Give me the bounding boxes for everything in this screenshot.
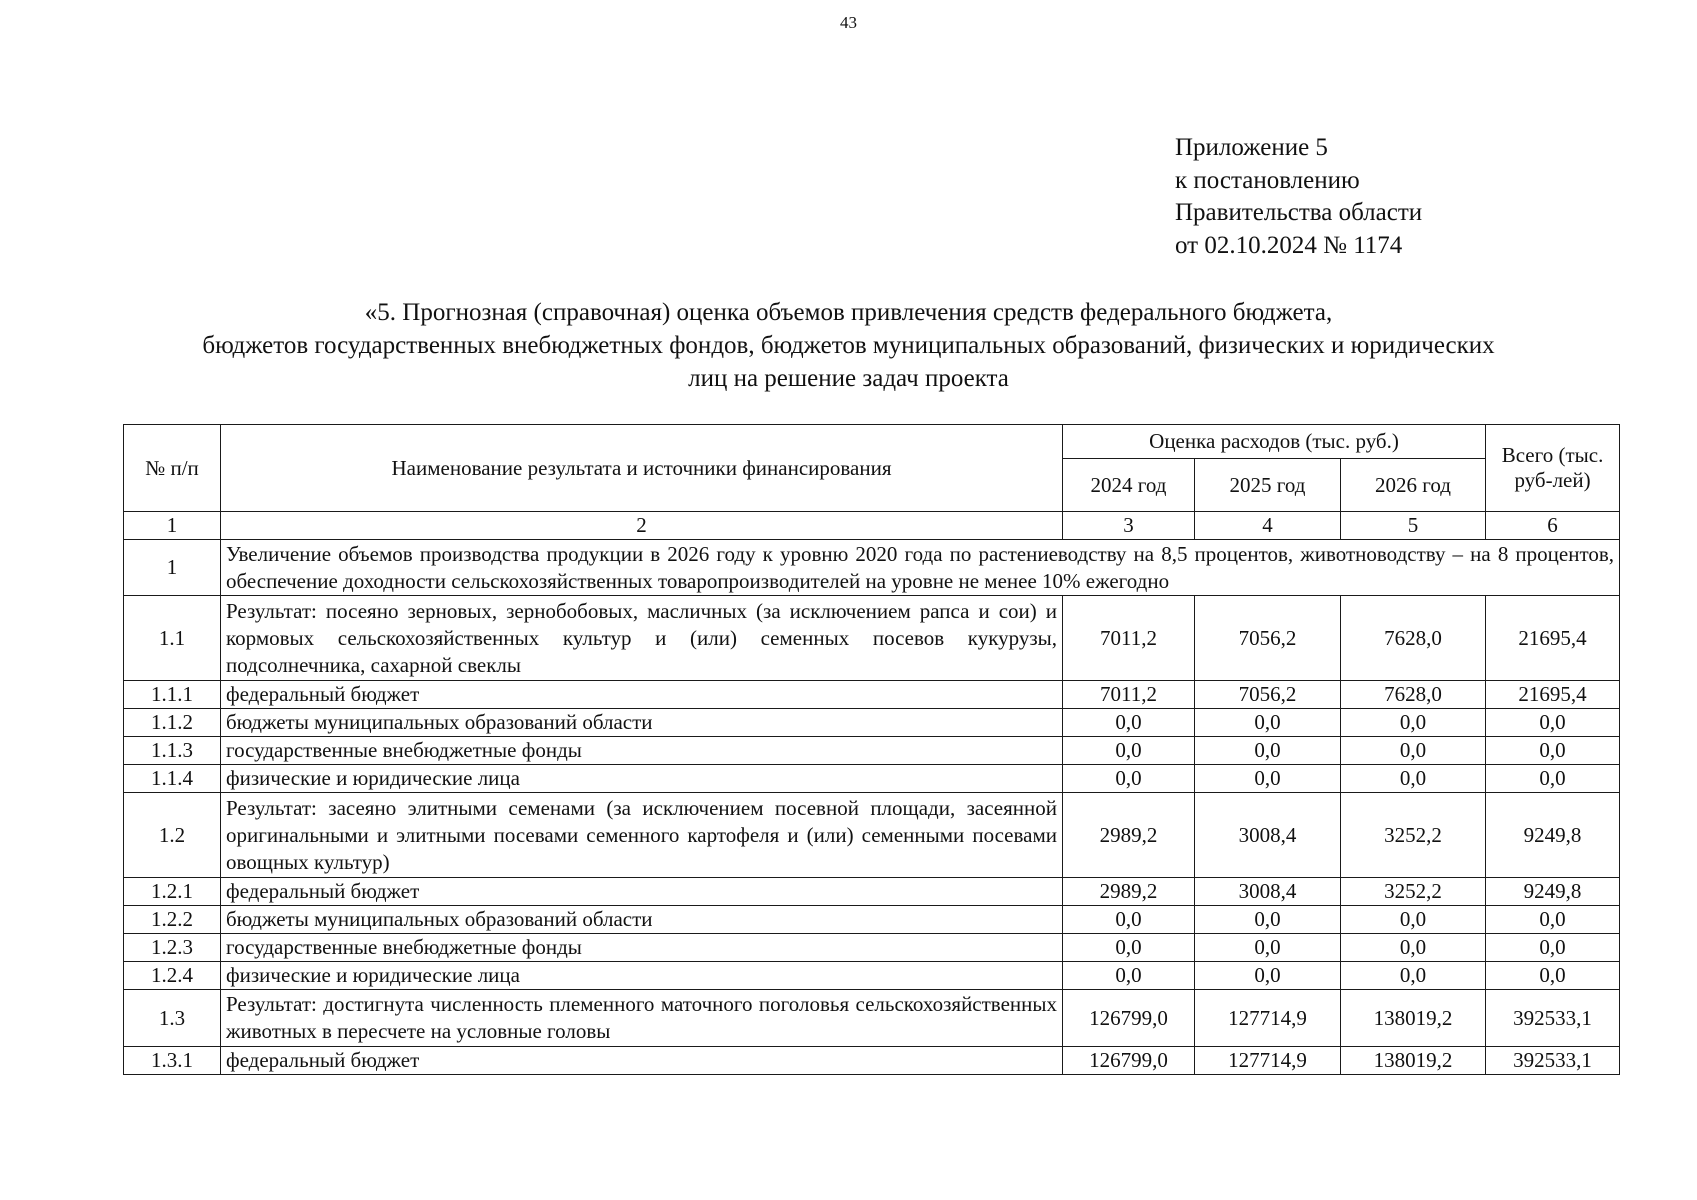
table-row	[124, 765, 1620, 793]
header-year-2025: 2025 год	[1195, 459, 1341, 512]
task-text: Увеличение объемов производства продукции в 2026 году к уровню 2020 года по растениеводству на 8,5 процентов, животноводству – на 8 процентов, обеспечение доходности сельскохозяйственных товаропроизводителей на уровне не менее 10% ежегодно	[221, 540, 1620, 596]
result-description: Результат: засеяно элитными семенами (за исключением посевной площади, засеянной оригинальными и элитными посевами семенного картофеля и (или) семенными посевами овощных культур)	[221, 793, 1063, 878]
value-2025: 7056,2	[1195, 596, 1341, 681]
table-row	[124, 793, 1620, 878]
index-cell: 2	[221, 512, 1063, 540]
table-row	[124, 878, 1620, 906]
row-number: 1.1.3	[124, 737, 221, 765]
table-row	[124, 962, 1620, 990]
value-total: 21695,4	[1486, 596, 1620, 681]
value-2025: 3008,4	[1195, 878, 1341, 906]
appendix-line: Приложение 5	[1175, 134, 1328, 161]
result-description: Результат: посеяно зерновых, зернобобовых, масличных (за исключением рапса и сои) и кормовых сельскохозяйственных культур и (или) семенных посевов кукурузы, подсолнечника, сахарной свеклы	[221, 596, 1063, 681]
value-2025: 0,0	[1195, 765, 1341, 793]
table-row	[124, 934, 1620, 962]
funding-source: бюджеты муниципальных образований области	[221, 906, 1063, 934]
value-2025: 0,0	[1195, 934, 1341, 962]
value-2024: 126799,0	[1063, 1047, 1195, 1075]
value-total: 0,0	[1486, 709, 1620, 737]
funding-source: федеральный бюджет	[221, 878, 1063, 906]
value-2025: 0,0	[1195, 709, 1341, 737]
financing-table	[123, 424, 1620, 1075]
table-row	[124, 990, 1620, 1047]
value-2026: 3252,2	[1341, 878, 1486, 906]
value-2024: 2989,2	[1063, 878, 1195, 906]
value-2024: 0,0	[1063, 962, 1195, 990]
appendix-header	[1175, 132, 1422, 262]
row-number: 1.3.1	[124, 1047, 221, 1075]
table-row	[124, 737, 1620, 765]
value-2025: 0,0	[1195, 962, 1341, 990]
value-total: 0,0	[1486, 737, 1620, 765]
funding-source: бюджеты муниципальных образований области	[221, 709, 1063, 737]
index-cell: 3	[1063, 512, 1195, 540]
value-2025: 0,0	[1195, 906, 1341, 934]
row-number: 1.2	[124, 793, 221, 878]
table-row	[124, 681, 1620, 709]
value-2025: 3008,4	[1195, 793, 1341, 878]
result-description: Результат: достигнута численность племенного маточного поголовья сельскохозяйственных животных в пересчете на условные головы	[221, 990, 1063, 1047]
value-2025: 127714,9	[1195, 990, 1341, 1047]
page-number: 43	[840, 13, 857, 32]
value-total: 392533,1	[1486, 1047, 1620, 1075]
funding-source: физические и юридические лица	[221, 962, 1063, 990]
index-cell: 4	[1195, 512, 1341, 540]
value-2026: 138019,2	[1341, 990, 1486, 1047]
index-cell: 6	[1486, 512, 1620, 540]
table-row	[124, 709, 1620, 737]
value-2026: 138019,2	[1341, 1047, 1486, 1075]
header-year-2024: 2024 год	[1063, 459, 1195, 512]
funding-source: физические и юридические лица	[221, 765, 1063, 793]
appendix-date-number: от 02.10.2024 № 1174	[1175, 231, 1403, 259]
value-2026: 0,0	[1341, 934, 1486, 962]
row-number: 1.3	[124, 990, 221, 1047]
appendix-line: Правительства области	[1175, 199, 1423, 226]
value-2026: 7628,0	[1341, 596, 1486, 681]
header-estimate: Оценка расходов (тыс. руб.)	[1063, 425, 1486, 459]
table-row	[124, 596, 1620, 681]
value-2024: 126799,0	[1063, 990, 1195, 1047]
header-num: № п/п	[124, 425, 221, 512]
title-line: «5. Прогнозная (справочная) оценка объемов привлечения средств федерального бюджета,	[364, 299, 1333, 326]
row-number: 1.1	[124, 596, 221, 681]
value-total: 0,0	[1486, 906, 1620, 934]
value-2025: 0,0	[1195, 737, 1341, 765]
row-number: 1.1.2	[124, 709, 221, 737]
title-line: бюджетов государственных внебюджетных фондов, бюджетов муниципальных образований, физических и юридических	[202, 332, 1495, 359]
appendix-line: к постановлению	[1175, 166, 1360, 194]
task-num: 1	[124, 540, 221, 596]
row-number: 1.1.4	[124, 765, 221, 793]
value-2026: 0,0	[1341, 737, 1486, 765]
value-total: 0,0	[1486, 962, 1620, 990]
value-2024: 0,0	[1063, 709, 1195, 737]
value-2024: 0,0	[1063, 737, 1195, 765]
value-2024: 2989,2	[1063, 793, 1195, 878]
value-2024: 0,0	[1063, 906, 1195, 934]
value-total: 0,0	[1486, 765, 1620, 793]
header-year-2026: 2026 год	[1341, 459, 1486, 512]
row-number: 1.2.3	[124, 934, 221, 962]
funding-source: федеральный бюджет	[221, 1047, 1063, 1075]
value-total: 0,0	[1486, 934, 1620, 962]
value-2025: 127714,9	[1195, 1047, 1341, 1075]
row-number: 1.2.4	[124, 962, 221, 990]
funding-source: государственные внебюджетные фонды	[221, 737, 1063, 765]
value-2024: 0,0	[1063, 765, 1195, 793]
row-number: 1.2.1	[124, 878, 221, 906]
table-row	[124, 1047, 1620, 1075]
value-2026: 3252,2	[1341, 793, 1486, 878]
value-total: 9249,8	[1486, 793, 1620, 878]
index-row	[124, 512, 1620, 540]
row-number: 1.2.2	[124, 906, 221, 934]
index-cell: 5	[1341, 512, 1486, 540]
index-cell: 1	[124, 512, 221, 540]
value-2026: 0,0	[1341, 709, 1486, 737]
title-line: лиц на решение задач проекта	[688, 365, 1009, 392]
value-2026: 0,0	[1341, 765, 1486, 793]
value-2024: 7011,2	[1063, 681, 1195, 709]
header-total: Всего (тыс. руб-лей)	[1486, 425, 1620, 512]
value-2025: 7056,2	[1195, 681, 1341, 709]
value-2024: 0,0	[1063, 934, 1195, 962]
value-total: 21695,4	[1486, 681, 1620, 709]
table-row	[124, 906, 1620, 934]
funding-source: государственные внебюджетные фонды	[221, 934, 1063, 962]
value-total: 392533,1	[1486, 990, 1620, 1047]
document-title	[40, 296, 1657, 395]
header-name: Наименование результата и источники финансирования	[221, 425, 1063, 512]
value-2026: 0,0	[1341, 906, 1486, 934]
value-2026: 7628,0	[1341, 681, 1486, 709]
header-row	[124, 425, 1620, 459]
task-row	[124, 540, 1620, 596]
row-number: 1.1.1	[124, 681, 221, 709]
funding-source: федеральный бюджет	[221, 681, 1063, 709]
value-2024: 7011,2	[1063, 596, 1195, 681]
value-2026: 0,0	[1341, 962, 1486, 990]
value-total: 9249,8	[1486, 878, 1620, 906]
